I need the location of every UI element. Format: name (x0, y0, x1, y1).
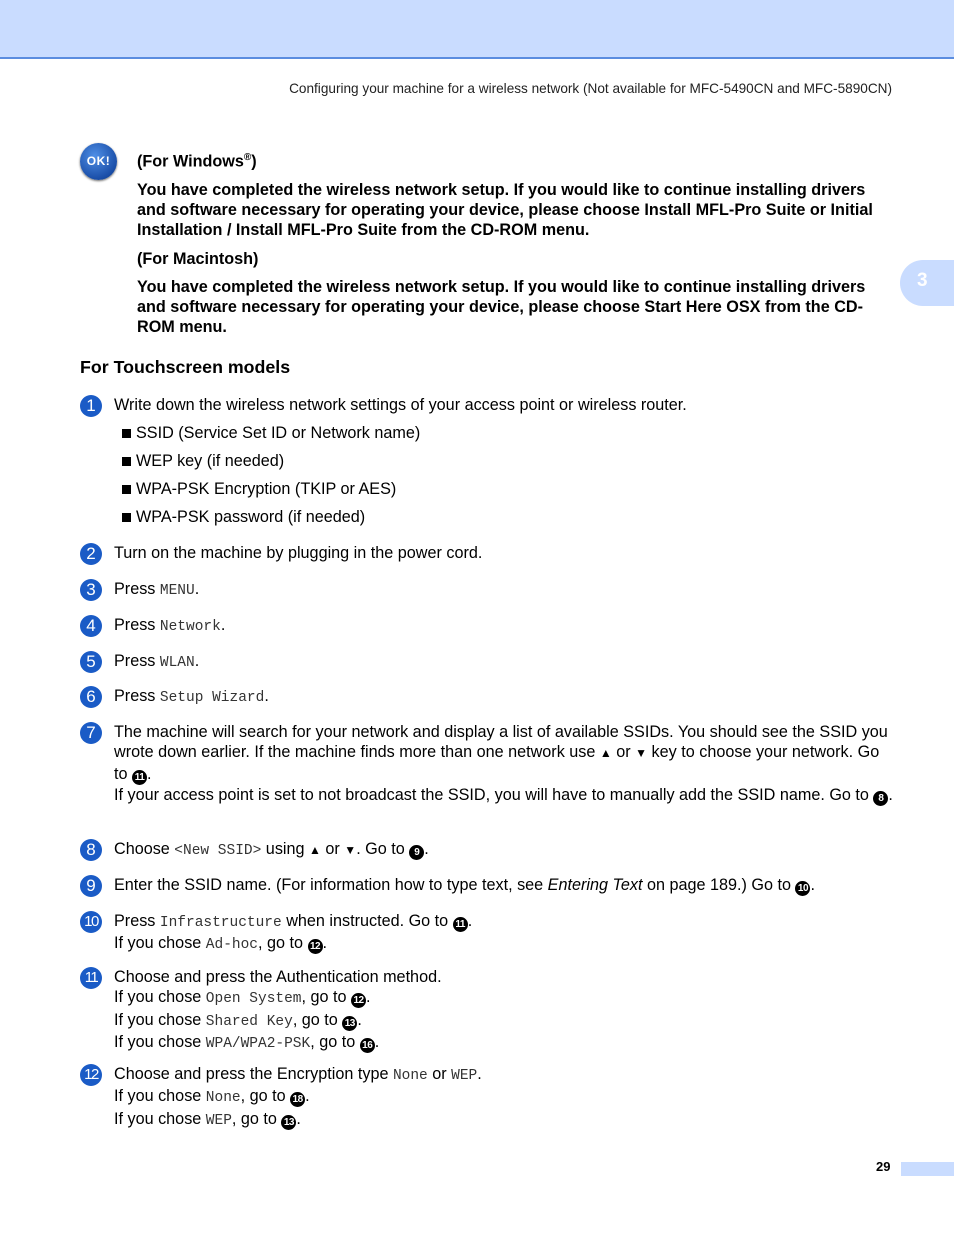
step-text: Write down the wireless network settings of your access point or wireless router. (114, 396, 687, 414)
step-9 (80, 875, 896, 896)
step-10 (80, 911, 896, 956)
step-number: 11 (80, 967, 102, 989)
up-arrow-icon: ▲ (309, 843, 321, 857)
step-8 (80, 839, 896, 861)
step-number: 4 (80, 615, 102, 637)
menu-key: <New SSID> (174, 843, 262, 859)
step-ref-icon: 18 (290, 1092, 305, 1107)
step-text: The machine will search for your network and display a list of available SSIDs. You should see the SSID you wrote down earlier. If the machine finds more than one network use ▲ or ▼ key to choose your network. Go to 11 . If your access point is set to not broadcast the SSID, you will have to manually add the SSID name. Go to 8 . (114, 723, 893, 804)
ok-icon: OK! (80, 143, 117, 180)
menu-key: Network (159, 619, 221, 635)
step-number: 9 (80, 875, 102, 897)
windows-text: You have completed the wireless network setup. If you would like to continue installing drivers and software necessary for operating your device, please choose Install MFL-Pro Suite or Initial Installation / Install MFL-Pro Suite from the CD-ROM menu. (137, 180, 873, 240)
menu-key: Setup Wizard (159, 690, 265, 706)
list-item: WPA-PSK password (if needed) (122, 507, 896, 527)
step-ref-icon: 12 (351, 993, 366, 1008)
down-arrow-icon: ▼ (344, 843, 357, 857)
step-ref-icon: 8 (873, 791, 888, 806)
step-text: Choose and press the Encryption type None or WEP. If you chose None, go to 18 . If you chose WEP, go to 13 . (114, 1065, 482, 1129)
step-number: 5 (80, 651, 102, 673)
menu-key: WPA/WPA2-PSK (205, 1035, 311, 1052)
menu-key: Shared Key (205, 1013, 293, 1030)
step-11 (80, 967, 896, 1054)
running-header: Configuring your machine for a wireless network (Not available for MFC-5490CN and MFC-5890CN) (289, 81, 892, 96)
step-text: Press Setup Wizard. (114, 687, 269, 706)
windows-heading: (For Windows®) (137, 152, 257, 171)
step-number: 7 (80, 722, 102, 744)
step-text: Press Network. (114, 616, 226, 635)
step-7 (80, 722, 896, 806)
menu-key: Ad-hoc (205, 937, 259, 954)
menu-key: Infrastructure (159, 915, 282, 931)
list-item: WEP key (if needed) (122, 451, 896, 471)
top-banner (0, 0, 954, 59)
list-item: WPA-PSK Encryption (TKIP or AES) (122, 479, 896, 499)
menu-key: WLAN (159, 655, 195, 671)
step-3 (80, 579, 896, 601)
step-ref-icon: 16 (360, 1038, 375, 1053)
step-ref-icon: 11 (132, 770, 147, 785)
step-ref-icon: 11 (453, 917, 468, 932)
step-number: 6 (80, 686, 102, 708)
section-title: For Touchscreen models (80, 357, 291, 377)
footer-bar (901, 1162, 954, 1176)
step-text: Press WLAN. (114, 652, 200, 671)
step-text: Choose <New SSID> using ▲ or ▼. Go to 9 . (114, 840, 429, 859)
up-arrow-icon: ▲ (599, 746, 612, 761)
step-number: 3 (80, 579, 102, 601)
menu-key: WEP (451, 1068, 478, 1084)
step-number: 10 (80, 911, 102, 933)
step-5 (80, 651, 896, 673)
step-4 (80, 615, 896, 637)
step-number: 1 (80, 395, 102, 417)
chapter-tab (900, 260, 954, 306)
step-12 (80, 1064, 896, 1131)
step-ref-icon: 10 (795, 881, 810, 896)
step-2 (80, 543, 896, 563)
menu-key: MENU (159, 583, 195, 599)
step-ref-icon: 13 (281, 1115, 296, 1130)
step-number: 12 (80, 1064, 102, 1086)
menu-key: None (205, 1090, 241, 1107)
settings-list (122, 423, 896, 527)
step-text: Enter the SSID name. (For information how to type text, see Entering Text on page 189.) Go to 10 . (114, 876, 815, 894)
down-arrow-icon: ▼ (635, 746, 648, 761)
mac-text: You have completed the wireless network setup. If you would like to continue installing drivers and software necessary for operating your device, please choose Start Here OSX from the CD-ROM menu. (137, 277, 866, 337)
completion-note (137, 148, 897, 346)
step-6 (80, 686, 896, 708)
chapter-number: 3 (917, 270, 928, 291)
step-number: 8 (80, 839, 102, 861)
mac-heading: (For Macintosh) (137, 249, 259, 268)
step-ref-icon: 13 (342, 1016, 357, 1031)
menu-key: Open System (205, 991, 302, 1008)
step-1 (80, 395, 896, 535)
page-number: 29 (876, 1159, 891, 1174)
list-item: SSID (Service Set ID or Network name) (122, 423, 896, 443)
step-text: Press Infrastructure when instructed. Go to 11 . If you chose Ad-hoc, go to 12 . (114, 912, 473, 954)
menu-key: None (392, 1068, 428, 1084)
step-text: Press MENU. (114, 580, 200, 599)
step-text: Choose and press the Authentication method. If you chose Open System, go to 12 . If you chose Shared Key, go to 13 . If you chose WPA/WPA2-PSK, go to 16 . (114, 968, 442, 1052)
step-ref-icon: 12 (308, 939, 323, 954)
step-ref-icon: 9 (409, 845, 424, 860)
cross-reference: Entering Text (547, 876, 643, 894)
step-text: Turn on the machine by plugging in the power cord. (114, 544, 483, 562)
menu-key: WEP (205, 1112, 232, 1129)
step-number: 2 (80, 543, 102, 565)
